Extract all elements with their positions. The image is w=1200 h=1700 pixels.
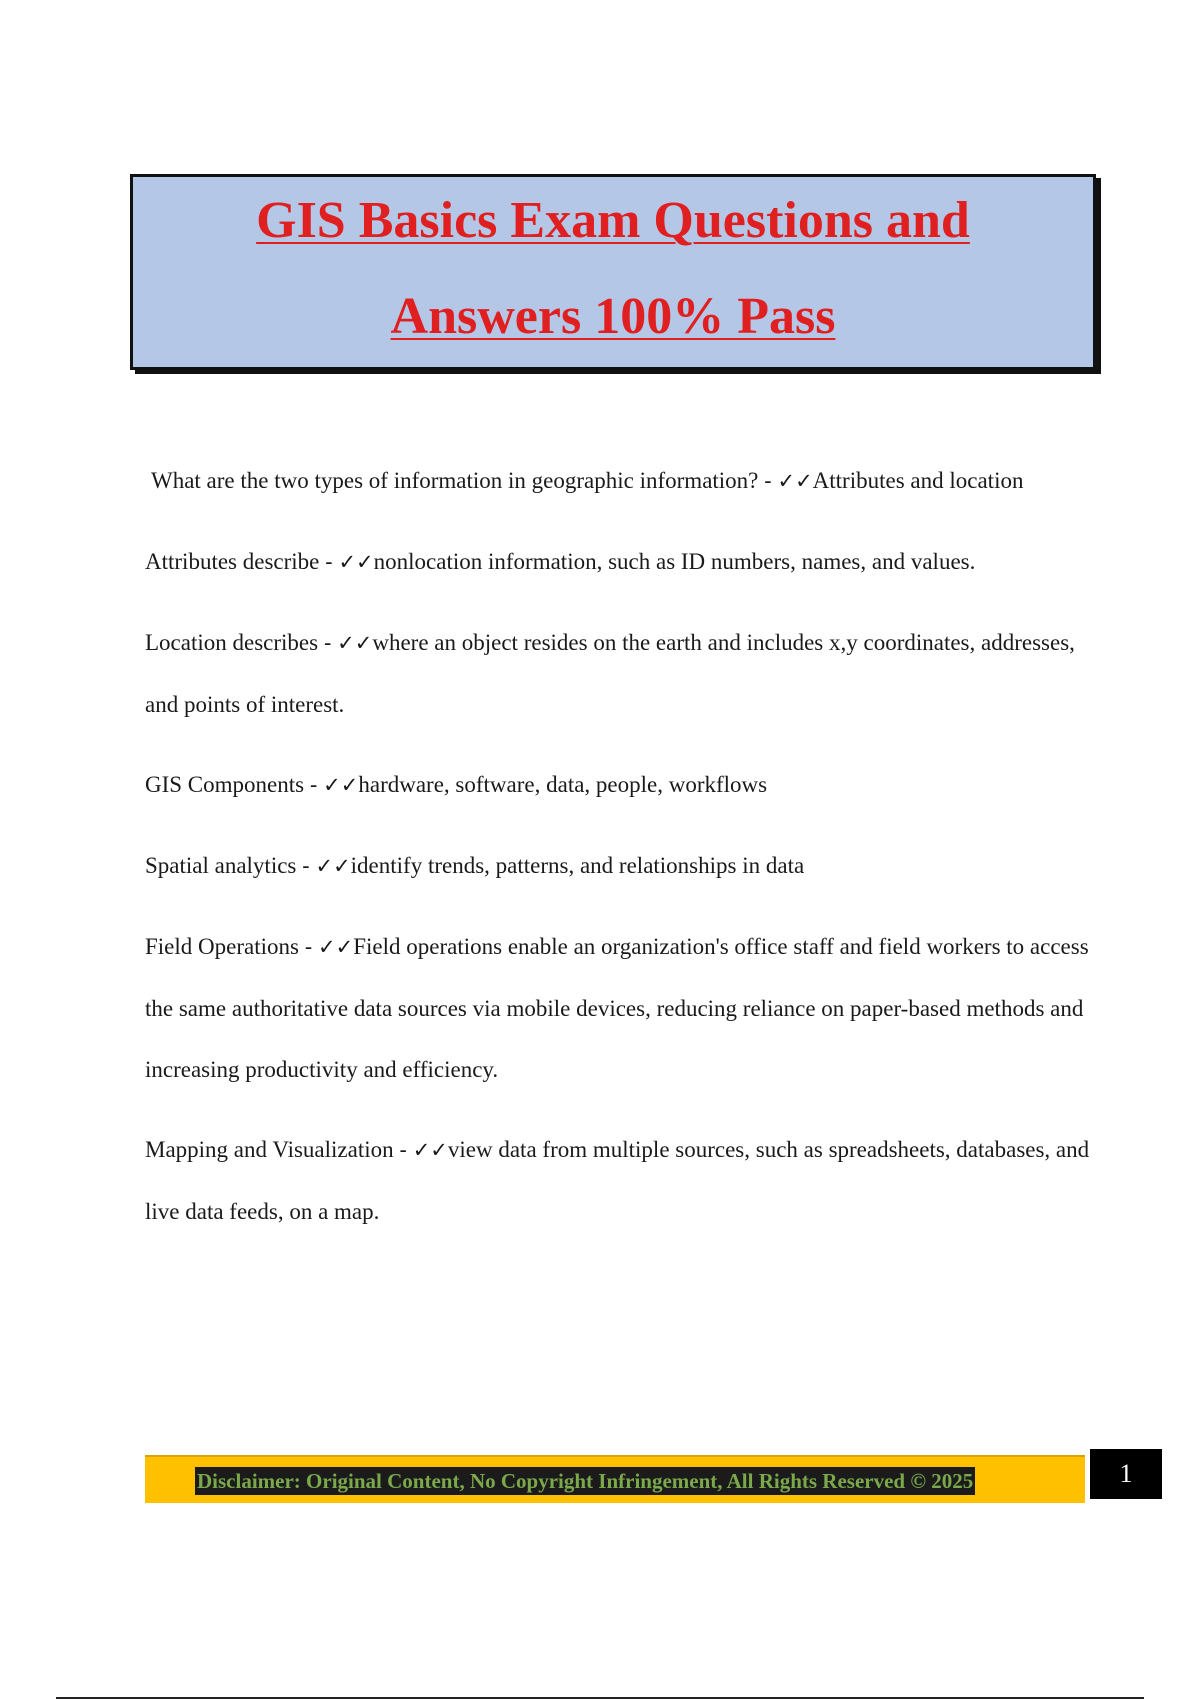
qa-term: Mapping and Visualization — [145, 1137, 394, 1162]
double-check-icon: ✓✓ — [318, 935, 354, 959]
qa-term: Attributes describe — [145, 549, 320, 574]
page-title-line-2: Answers 100% Pass — [390, 288, 836, 345]
disclaimer-text: Disclaimer: Original Content, No Copyright Infringement, All Rights Reserved © 2025 — [197, 1469, 974, 1493]
qa-item — [145, 450, 1095, 512]
qa-answer: identify trends, patterns, and relationships in data — [350, 853, 805, 878]
qa-answer: nonlocation information, such as ID numbers, names, and values. — [373, 549, 976, 574]
qa-list — [145, 450, 1095, 1261]
bottom-divider — [56, 1697, 1144, 1699]
qa-separator: - — [325, 550, 333, 574]
qa-item — [145, 835, 1095, 897]
qa-separator: - — [304, 935, 313, 959]
page-number: 1 — [1090, 1449, 1162, 1499]
footer-bar — [145, 1455, 1085, 1503]
double-check-icon: ✓✓ — [338, 550, 374, 574]
qa-item — [145, 916, 1095, 1100]
qa-term: What are the two types of information in geographic information? — [151, 468, 759, 493]
qa-term: Field Operations — [145, 934, 299, 959]
double-check-icon: ✓✓ — [323, 773, 359, 797]
double-check-icon: ✓✓ — [412, 1138, 448, 1162]
qa-answer: hardware, software, data, people, workflows — [358, 772, 768, 797]
page-title-line-1: GIS Basics Exam Questions and — [256, 192, 970, 249]
qa-answer: view data from multiple sources, such as spreadsheets, databases, and live data feeds, on a map. — [145, 1137, 1090, 1224]
qa-separator: - — [323, 631, 332, 655]
qa-answer: Field operations enable an organization's office staff and field workers to access the same authoritative data sources via mobile devices, reducing reliance on paper-based methods and increasing productivity and efficiency. — [145, 934, 1089, 1082]
double-check-icon: ✓✓ — [777, 469, 813, 493]
double-check-icon: ✓✓ — [315, 854, 351, 878]
qa-item — [145, 1119, 1095, 1242]
qa-separator: - — [399, 1138, 407, 1162]
qa-answer: Attributes and location — [812, 468, 1024, 493]
qa-term: Location describes — [145, 630, 319, 655]
qa-separator: - — [764, 469, 772, 493]
qa-item — [145, 754, 1095, 816]
title-box — [130, 174, 1096, 370]
qa-item — [145, 612, 1095, 735]
qa-term: Spatial analytics — [145, 853, 297, 878]
double-check-icon: ✓✓ — [337, 631, 373, 655]
qa-term: GIS Components — [145, 772, 305, 797]
qa-answer: where an object resides on the earth and includes x,y coordinates, addresses, and points of interest. — [145, 630, 1075, 717]
qa-separator: - — [302, 854, 310, 878]
qa-item — [145, 531, 1095, 593]
qa-separator: - — [309, 773, 318, 797]
